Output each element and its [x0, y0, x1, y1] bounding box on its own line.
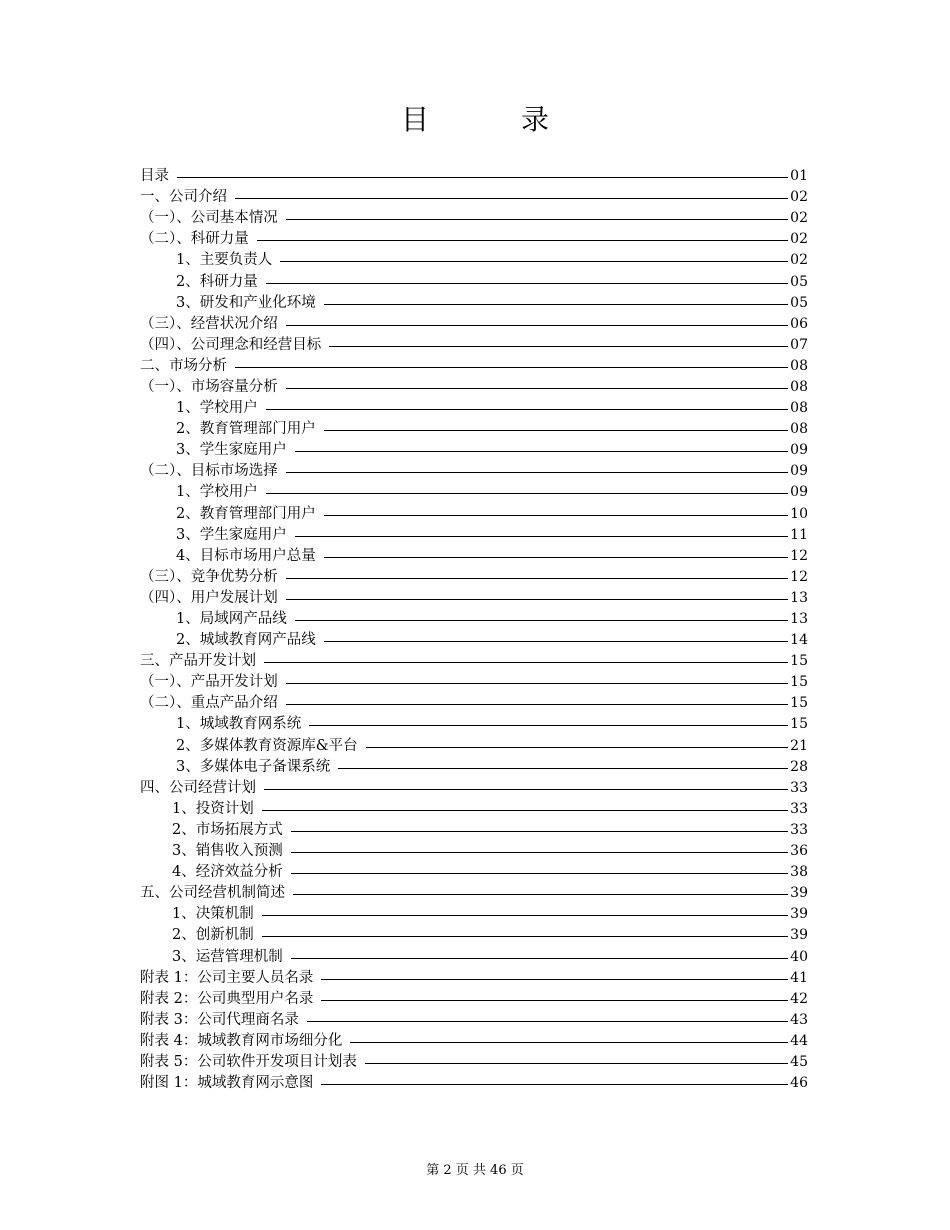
- toc-entry-page: 11: [790, 526, 808, 543]
- toc-entry-page: 05: [790, 294, 808, 311]
- toc-entry-page: 33: [790, 821, 808, 838]
- toc-entry[interactable]: [140, 946, 808, 967]
- toc-leader-line: [324, 430, 788, 431]
- toc-leader-line: [286, 388, 788, 389]
- toc-entry-label: 3、运营管理机制: [172, 948, 283, 965]
- toc-entry-page: 14: [790, 632, 808, 649]
- toc-entry-label: 1、局域网产品线: [176, 611, 287, 628]
- toc-entry-label: 附图 1：城域教育网示意图: [140, 1075, 314, 1092]
- toc-entry[interactable]: [140, 989, 808, 1010]
- toc-entry[interactable]: [140, 1073, 808, 1094]
- toc-entry-label: 2、教育管理部门用户: [176, 505, 316, 522]
- toc-entry-label: 4、经济效益分析: [172, 864, 283, 881]
- toc-entry[interactable]: [140, 208, 808, 229]
- toc-leader-line: [286, 578, 788, 579]
- toc-entry-page: 02: [790, 252, 808, 269]
- toc-leader-line: [286, 683, 788, 684]
- toc-entry[interactable]: [140, 799, 808, 820]
- toc-entry-label: 3、销售收入预测: [172, 843, 283, 860]
- toc-entry-page: 15: [790, 716, 808, 733]
- toc-entry-page: 09: [790, 463, 808, 480]
- page-footer: 第 2 页 共 46 页: [426, 1163, 524, 1178]
- toc-leader-line: [286, 472, 788, 473]
- toc-entry-label: 2、市场拓展方式: [172, 821, 283, 838]
- toc-leader-line: [338, 768, 788, 769]
- toc-entry-page: 36: [790, 843, 808, 860]
- toc-entry-page: 09: [790, 442, 808, 459]
- toc-leader-line: [262, 810, 788, 811]
- toc-entry[interactable]: [140, 968, 808, 989]
- toc-entry-page: 39: [790, 927, 808, 944]
- toc-entry[interactable]: [140, 461, 808, 482]
- toc-entry-page: 13: [790, 611, 808, 628]
- toc-entry[interactable]: [140, 398, 808, 419]
- toc-entry-label: 1、主要负责人: [176, 252, 273, 269]
- toc-entry-label: 二、市场分析: [140, 357, 227, 374]
- toc-entry-label: （一）、公司基本情况: [140, 210, 278, 227]
- toc-entry-label: 附表 1：公司主要人员名录: [140, 969, 314, 986]
- toc-entry-label: 4、目标市场用户总量: [176, 547, 316, 564]
- toc-leader-line: [286, 704, 788, 705]
- page-title-left: 目: [400, 103, 429, 136]
- toc-entry-page: 41: [790, 969, 808, 986]
- toc-leader-line: [295, 620, 788, 621]
- toc-entry-label: 附表 3：公司代理商名录: [140, 1011, 299, 1028]
- toc-entry[interactable]: [140, 904, 808, 925]
- toc-entry-label: （一）、市场容量分析: [140, 378, 278, 395]
- toc-entry-label: 附表 4：城域教育网市场细分化: [140, 1032, 343, 1049]
- toc-entry-label: 3、研发和产业化环境: [176, 294, 316, 311]
- toc-entry[interactable]: [140, 883, 808, 904]
- toc-entry[interactable]: [140, 1052, 808, 1073]
- toc-leader-line: [264, 662, 788, 663]
- toc-entry[interactable]: [140, 714, 808, 735]
- toc-entry-label: （二）、重点产品介绍: [140, 695, 278, 712]
- toc-entry-page: 39: [790, 906, 808, 923]
- toc-entry-label: 2、创新机制: [172, 927, 254, 944]
- toc-entry-page: 12: [790, 547, 808, 564]
- toc-entry-page: 08: [790, 357, 808, 374]
- toc-leader-line: [295, 536, 788, 537]
- toc-leader-line: [307, 1021, 788, 1022]
- toc-leader-line: [286, 599, 788, 600]
- toc-entry-page: 01: [790, 168, 808, 185]
- toc-entry-page: 15: [790, 653, 808, 670]
- toc-entry-page: 12: [790, 568, 808, 585]
- toc-entry-label: （四）、用户发展计划: [140, 589, 278, 606]
- toc-entry-page: 02: [790, 231, 808, 248]
- toc-entry-page: 45: [790, 1053, 808, 1070]
- toc-entry-page: 15: [790, 695, 808, 712]
- page-title-right: 录: [521, 103, 550, 136]
- toc-entry-label: （二）、目标市场选择: [140, 463, 278, 480]
- toc-leader-line: [286, 219, 788, 220]
- toc-leader-line: [329, 346, 788, 347]
- toc-entry[interactable]: [140, 187, 808, 208]
- toc-leader-line: [177, 177, 788, 178]
- toc-entry-page: 09: [790, 484, 808, 501]
- toc-entry-page: 21: [790, 737, 808, 754]
- toc-leader-line: [235, 367, 788, 368]
- toc-entry[interactable]: [140, 609, 808, 630]
- toc-leader-line: [324, 515, 788, 516]
- toc-entry-label: 一、公司介绍: [140, 189, 227, 206]
- toc-entry-label: （一）、产品开发计划: [140, 674, 278, 691]
- table-of-contents: [140, 166, 808, 1094]
- toc-entry[interactable]: [140, 377, 808, 398]
- toc-entry-page: 33: [790, 779, 808, 796]
- toc-entry[interactable]: [140, 229, 808, 250]
- toc-entry[interactable]: [140, 525, 808, 546]
- toc-entry-page: 42: [790, 990, 808, 1007]
- toc-entry-label: 1、决策机制: [172, 906, 254, 923]
- toc-entry[interactable]: [140, 736, 808, 757]
- toc-entry-label: 3、学生家庭用户: [176, 442, 287, 459]
- toc-entry-label: （三）、竞争优势分析: [140, 568, 278, 585]
- toc-entry-page: 02: [790, 189, 808, 206]
- toc-entry-page: 08: [790, 400, 808, 417]
- toc-leader-line: [324, 641, 788, 642]
- toc-entry[interactable]: [140, 504, 808, 525]
- toc-entry[interactable]: [140, 482, 808, 503]
- toc-entry-page: 10: [790, 505, 808, 522]
- toc-entry[interactable]: [140, 314, 808, 335]
- toc-leader-line: [291, 873, 788, 874]
- toc-leader-line: [321, 979, 788, 980]
- toc-entry[interactable]: [140, 820, 808, 841]
- toc-entry-page: 08: [790, 378, 808, 395]
- toc-entry-label: 1、学校用户: [176, 400, 258, 417]
- toc-leader-line: [321, 1084, 788, 1085]
- toc-entry[interactable]: [140, 862, 808, 883]
- toc-entry[interactable]: [140, 672, 808, 693]
- toc-entry[interactable]: [140, 419, 808, 440]
- toc-entry-label: 目录: [140, 168, 169, 185]
- toc-entry[interactable]: [140, 271, 808, 292]
- toc-entry[interactable]: [140, 588, 808, 609]
- toc-entry-page: 44: [790, 1032, 808, 1049]
- toc-entry[interactable]: [140, 356, 808, 377]
- toc-leader-line: [324, 557, 788, 558]
- toc-entry-page: 15: [790, 674, 808, 691]
- toc-entry[interactable]: [140, 841, 808, 862]
- toc-leader-line: [321, 1000, 788, 1001]
- toc-entry-page: 02: [790, 210, 808, 227]
- toc-entry[interactable]: [140, 567, 808, 588]
- toc-entry[interactable]: [140, 440, 808, 461]
- toc-leader-line: [262, 936, 788, 937]
- toc-leader-line: [264, 789, 788, 790]
- toc-entry[interactable]: [140, 1031, 808, 1052]
- toc-leader-line: [291, 852, 788, 853]
- toc-entry[interactable]: [140, 630, 808, 651]
- toc-leader-line: [266, 283, 788, 284]
- toc-entry[interactable]: [140, 778, 808, 799]
- toc-leader-line: [286, 325, 788, 326]
- toc-entry-page: 40: [790, 948, 808, 965]
- toc-entry-page: 28: [790, 758, 808, 775]
- toc-entry[interactable]: [140, 1010, 808, 1031]
- toc-entry-label: 1、城域教育网系统: [176, 716, 302, 733]
- toc-leader-line: [262, 915, 788, 916]
- toc-leader-line: [295, 451, 788, 452]
- toc-entry-label: （四）、公司理念和经营目标: [140, 336, 322, 353]
- toc-leader-line: [350, 1042, 788, 1043]
- toc-leader-line: [257, 240, 788, 241]
- toc-entry-page: 43: [790, 1011, 808, 1028]
- toc-leader-line: [235, 198, 788, 199]
- toc-leader-line: [365, 1063, 788, 1064]
- toc-entry-label: （二）、科研力量: [140, 231, 249, 248]
- toc-entry-page: 46: [790, 1075, 808, 1092]
- toc-entry-page: 05: [790, 273, 808, 290]
- toc-leader-line: [266, 409, 788, 410]
- toc-leader-line: [309, 725, 788, 726]
- toc-entry-label: 五、公司经营机制简述: [140, 885, 285, 902]
- toc-entry[interactable]: [140, 693, 808, 714]
- toc-entry[interactable]: [140, 250, 808, 271]
- toc-entry-label: 2、多媒体教育资源库&平台: [176, 737, 358, 754]
- toc-leader-line: [291, 958, 788, 959]
- toc-entry-label: 1、投资计划: [172, 800, 254, 817]
- toc-entry-page: 39: [790, 885, 808, 902]
- toc-entry-label: 1、学校用户: [176, 484, 258, 501]
- toc-entry-label: 3、学生家庭用户: [176, 526, 287, 543]
- toc-leader-line: [293, 894, 788, 895]
- toc-leader-line: [280, 261, 788, 262]
- toc-entry[interactable]: [140, 651, 808, 672]
- toc-entry-page: 08: [790, 421, 808, 438]
- toc-entry-page: 13: [790, 589, 808, 606]
- toc-entry[interactable]: [140, 293, 808, 314]
- toc-entry-page: 33: [790, 800, 808, 817]
- toc-leader-line: [324, 304, 788, 305]
- toc-entry-page: 07: [790, 336, 808, 353]
- toc-leader-line: [266, 493, 788, 494]
- page-title: [0, 102, 950, 138]
- toc-entry-label: （三）、经营状况介绍: [140, 315, 278, 332]
- toc-entry-label: 3、多媒体电子备课系统: [176, 758, 331, 775]
- toc-entry[interactable]: [140, 546, 808, 567]
- toc-entry-label: 2、科研力量: [176, 273, 258, 290]
- toc-entry-label: 2、城域教育网产品线: [176, 632, 316, 649]
- toc-entry-label: 2、教育管理部门用户: [176, 421, 316, 438]
- toc-entry-label: 附表 2：公司典型用户名录: [140, 990, 314, 1007]
- toc-entry-page: 06: [790, 315, 808, 332]
- toc-entry[interactable]: [140, 166, 808, 187]
- toc-entry[interactable]: [140, 335, 808, 356]
- toc-entry-label: 四、公司经营计划: [140, 779, 256, 796]
- toc-entry-page: 38: [790, 864, 808, 881]
- toc-entry[interactable]: [140, 925, 808, 946]
- toc-leader-line: [366, 747, 789, 748]
- toc-entry-label: 三、产品开发计划: [140, 653, 256, 670]
- toc-entry-label: 附表 5：公司软件开发项目计划表: [140, 1053, 357, 1070]
- toc-leader-line: [291, 831, 788, 832]
- toc-entry[interactable]: [140, 757, 808, 778]
